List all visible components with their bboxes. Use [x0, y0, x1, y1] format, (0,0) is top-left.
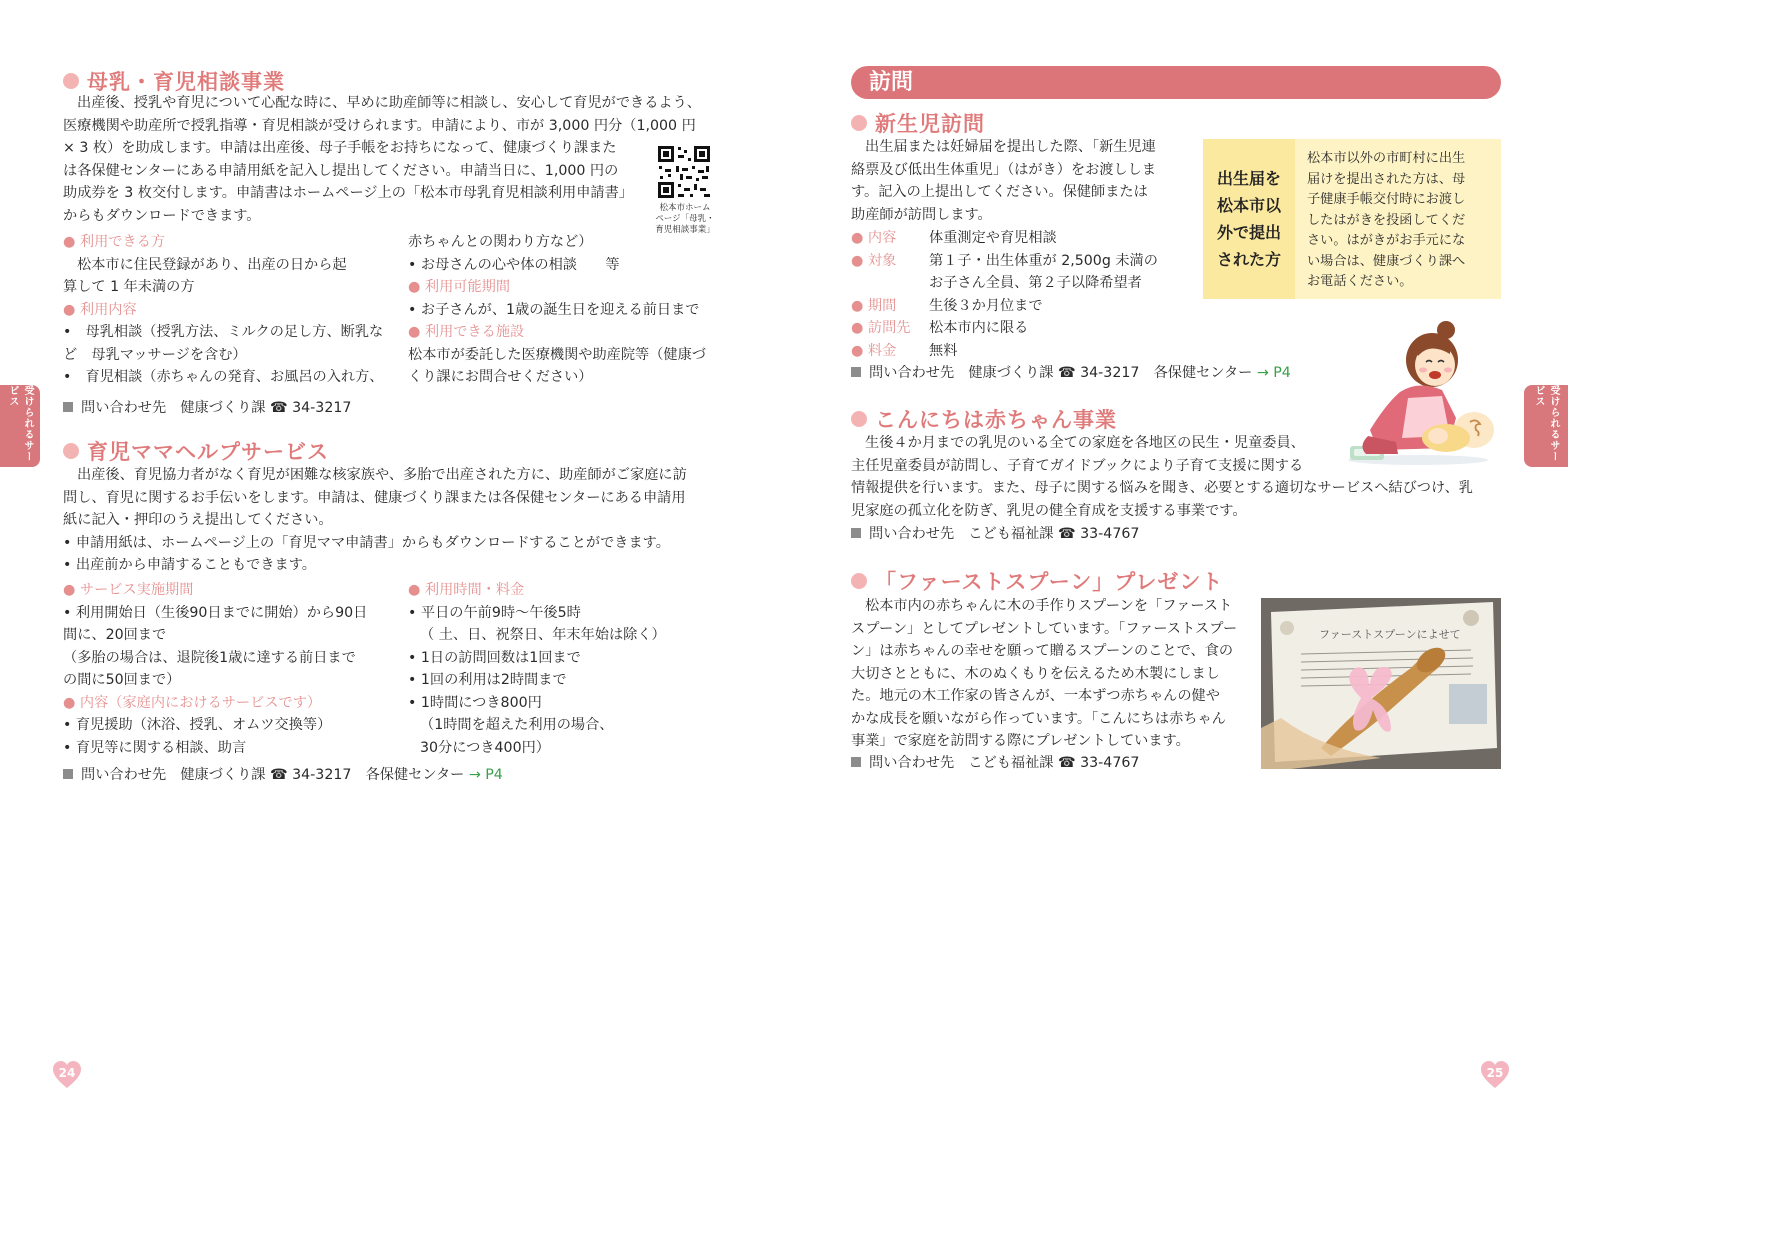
- side-tab-left[interactable]: 受けられるサービス: [0, 385, 40, 467]
- text-line: • 1時間につき800円: [408, 694, 542, 711]
- text-line: 松本市に住民登録があり、出産の日から起: [77, 256, 347, 273]
- detail-value: 第１子・出生体重が 2,500g 未満の: [929, 252, 1158, 269]
- intro-line: からもダウンロードできます。: [63, 207, 261, 224]
- intro-line: 事業」で家庭を訪問する際にプレゼントしています。: [851, 733, 1190, 749]
- intro-line: 紙に記入・押印のうえ提出してください。: [63, 512, 333, 528]
- square-bullet-icon: [851, 528, 861, 538]
- note-heading: [1203, 139, 1295, 299]
- intro-line: 絡票及び低出生体重児」（はがき）をお渡ししま: [851, 161, 1157, 178]
- detail-row: [851, 227, 1181, 250]
- detail-value: お子さん全員、第２子以降希望者: [929, 275, 1142, 291]
- newborn-visit-details: [851, 227, 1181, 362]
- section-title-mama-help: 育児ママヘルプサービス: [63, 436, 329, 466]
- text-line: • お子さんが、1歳の誕生日を迎える前日まで: [408, 301, 700, 318]
- text-line: • 育児等に関する相談、助言: [63, 739, 247, 756]
- intro-line: す。記入の上提出してください。保健師または: [851, 184, 1148, 200]
- mama-help-intro: [63, 464, 723, 577]
- bullet-dot-icon: [851, 115, 867, 131]
- label-service-period: ● サービス実施期間: [63, 582, 194, 598]
- intro-line: 助成券を 3 枚交付します。申請書はホームページ上の「松本市母乳育児相談利用申請書」: [63, 185, 633, 201]
- detail-value: 体重測定や育児相談: [929, 230, 1057, 246]
- note-line: 子健康手帳交付時にお渡し: [1307, 192, 1466, 207]
- label-eligible: ● 利用できる方: [63, 234, 166, 250]
- intro-line: かな成長を願いながら作っています。「こんにちは赤ちゃん: [851, 710, 1226, 727]
- page-link-p4[interactable]: → P4: [1256, 365, 1291, 381]
- text-line: • 利用開始日（生後90日までに開始）から90日: [63, 604, 368, 621]
- section-title-breastfeeding: 母乳・育児相談事業: [63, 66, 285, 96]
- detail-key: ● 内容: [851, 230, 897, 246]
- detail-row: [851, 250, 1181, 273]
- label-hours-fee: ● 利用時間・料金: [408, 582, 525, 598]
- page-number-heart-left: [52, 1060, 82, 1090]
- breastfeeding-left-col: [63, 231, 398, 389]
- contact-text: 問い合わせ先 健康づくり課 ☎ 34-3217 各保健センター: [869, 365, 1253, 381]
- label-content: ● 利用内容: [63, 301, 137, 318]
- intro-line: 出生届または妊婦届を提出した際、「新生児連: [865, 139, 1156, 155]
- text-line: • 1回の利用は2時間まで: [408, 672, 567, 688]
- note-line: 届けを提出された方は、母: [1307, 171, 1466, 187]
- banner-visit: 訪問: [851, 66, 1501, 99]
- qr-code-icon[interactable]: [656, 144, 712, 200]
- first-spoon-intro: [851, 595, 1251, 753]
- contact-text: 問い合わせ先 こども福祉課 ☎ 33-4767: [869, 526, 1140, 542]
- note-body: [1307, 149, 1497, 293]
- first-spoon-photo: [1261, 598, 1501, 769]
- qr-caption-line: 育児相談事業」: [655, 225, 715, 235]
- side-tab-right[interactable]: 受けられるサービス: [1524, 385, 1568, 467]
- text-line: • 育児援助（沐浴、授乳、オムツ交換等）: [63, 717, 332, 733]
- intro-line: 情報提供を行います。また、母子に関する悩みを聞き、必要とする適切なサービスへ結びつけ、乳: [851, 480, 1473, 496]
- note-box-outside-birth: [1203, 139, 1501, 299]
- detail-row: [851, 295, 1181, 318]
- page-link-p4[interactable]: → P4: [468, 767, 503, 783]
- intro-line: 主任児童委員が訪問し、子育てガイドブックにより子育て支援に関する: [851, 457, 1304, 474]
- text-line: （ 土、日、祝祭日、年末年始は除く）: [420, 627, 666, 643]
- text-line: の間に50回まで）: [63, 672, 181, 688]
- detail-value: 松本市内に限る: [929, 320, 1029, 336]
- section-title-first-spoon: 「ファーストスプーン」プレゼント: [851, 566, 1223, 596]
- bullet-dot-icon: [851, 573, 867, 589]
- intro-line: 出産後、育児協力者がなく育児が困難な核家族や、多胎で出産された方に、助産師がご家庭に訪: [77, 467, 687, 483]
- contact-first-spoon: [851, 752, 1139, 775]
- intro-line: 出産後、授乳や育児について心配な時に、早めに助産師等に相談し、安心して育児ができるよう、: [77, 95, 701, 111]
- note-line: さい。はがきがお手元にな: [1307, 233, 1466, 248]
- detail-row: [851, 272, 1181, 295]
- text-line: くり課にお問合せください）: [408, 369, 593, 385]
- detail-value: 無料: [929, 342, 958, 359]
- text-line: ど 母乳マッサージを含む）: [63, 346, 247, 363]
- detail-row: [851, 317, 1181, 340]
- contact-hello-baby: [851, 523, 1139, 546]
- photo-card-text: ファーストスプーンによせて: [1319, 628, 1461, 641]
- text-line: 間に、20回まで: [63, 627, 167, 643]
- text-line: • 育児相談（赤ちゃんの発育、お風呂の入れ方、: [63, 369, 384, 385]
- intro-line: 生後４か月までの乳児のいる全ての家庭を各地区の民生・児童委員、: [865, 435, 1305, 451]
- intro-line: × 3 枚）を助成します。申請は出産後、母子手帳をお持ちになって、健康づくり課また: [63, 140, 617, 156]
- note-line: したはがきを投函してくだ: [1307, 212, 1466, 228]
- mama-help-right-col: [408, 579, 718, 759]
- contact-text: 問い合わせ先 健康づくり課 ☎ 34-3217 各保健センター: [81, 767, 465, 783]
- text-line: 松本市が委託した医療機関や助産院等（健康づ: [408, 346, 706, 363]
- label-period: ● 利用可能期間: [408, 279, 511, 295]
- intro-line: • 出産前から申請することもできます。: [63, 557, 316, 573]
- text-line: • お母さんの心や体の相談 等: [408, 256, 620, 273]
- intro-line: スプーン」としてプレゼントしています。「ファーストスプー: [851, 620, 1238, 637]
- intro-line: 大切さとともに、木のぬくもりを伝えるため木製にしまし: [851, 665, 1220, 682]
- detail-key: ● 訪問先: [851, 320, 911, 336]
- text-line: 算して 1 年未満の方: [63, 279, 195, 295]
- intro-line: 問し、育児に関するお手伝いをします。申請は、健康づくり課または各保健センターにある申請用: [63, 489, 686, 506]
- label-facility: ● 利用できる施設: [408, 324, 525, 340]
- square-bullet-icon: [851, 757, 861, 767]
- qr-caption-line: ページ「母乳・: [655, 214, 715, 224]
- note-line: 松本市以外の市町村に出生: [1307, 151, 1466, 166]
- contact-text: 問い合わせ先 こども福祉課 ☎ 33-4767: [869, 755, 1140, 771]
- text-line: • 1日の訪問回数は1回まで: [408, 649, 581, 666]
- note-line: お電話ください。: [1307, 274, 1413, 289]
- detail-row: [851, 340, 1181, 363]
- note-heading-line: 出生届を: [1216, 169, 1281, 188]
- square-bullet-icon: [63, 769, 73, 779]
- intro-line: • 申請用紙は、ホームページ上の「育児ママ申請書」からもダウンロードすることができます。: [63, 534, 670, 551]
- detail-key: ● 対象: [851, 252, 897, 269]
- section-title-newborn-visit: 新生児訪問: [851, 108, 985, 138]
- contact-text: 問い合わせ先 健康づくり課 ☎ 34-3217: [81, 400, 352, 416]
- note-heading-line: 外で提出: [1216, 223, 1281, 242]
- contact-breastfeeding: [63, 397, 351, 420]
- contact-newborn-visit: [851, 362, 1291, 385]
- bullet-dot-icon: [851, 411, 867, 427]
- text-line: （多胎の場合は、退院後1歳に達する前日まで: [63, 649, 356, 666]
- text-line: • 母乳相談（授乳方法、ミルクの足し方、断乳な: [63, 324, 384, 340]
- intro-line: 助産師が訪問します。: [851, 206, 992, 223]
- intro-line: 松本市内の赤ちゃんに木の手作りスプーンを「ファースト: [865, 598, 1233, 614]
- qr-caption-line: 松本市ホーム: [659, 203, 711, 213]
- intro-line: 児家庭の孤立化を防ぎ、乳児の健全育成を支援する事業です。: [851, 502, 1247, 519]
- intro-line: ン」は赤ちゃんの幸せを願って贈るスプーンのことで、食の: [851, 643, 1234, 659]
- hello-baby-intro: [851, 432, 1506, 522]
- mama-help-left-col: [63, 579, 398, 759]
- text-line: • 平日の午前9時～午後5時: [408, 604, 581, 621]
- detail-key: ● 期間: [851, 297, 897, 314]
- newborn-visit-intro: [851, 136, 1181, 226]
- square-bullet-icon: [851, 367, 861, 377]
- breastfeeding-intro: [63, 92, 718, 227]
- text-line: 30分につき400円）: [420, 739, 550, 756]
- contact-mama-help: [63, 764, 503, 787]
- breastfeeding-right-col: [408, 231, 718, 389]
- label-service-content: ● 内容（家庭内におけるサービスです）: [63, 694, 322, 711]
- square-bullet-icon: [63, 402, 73, 412]
- bullet-dot-icon: [63, 73, 79, 89]
- page-number-heart-right: [1480, 1060, 1510, 1090]
- note-heading-line: 松本市以: [1216, 196, 1281, 215]
- page-number: 24: [58, 1066, 76, 1080]
- note-heading-line: された方: [1216, 250, 1281, 269]
- intro-line: た。地元の木工作家の皆さんが、一本ずつ赤ちゃんの健や: [851, 688, 1220, 704]
- note-line: い場合は、健康づくり課へ: [1307, 253, 1466, 269]
- text-line: （1時間を超えた利用の場合、: [420, 717, 614, 733]
- detail-value: 生後３か月位まで: [929, 297, 1043, 314]
- intro-line: は各保健センターにある申請用紙を記入し提出してください。申請当日に、1,000 円の: [63, 162, 619, 179]
- bullet-dot-icon: [63, 443, 79, 459]
- page-number: 25: [1486, 1066, 1504, 1080]
- detail-key: ● 料金: [851, 342, 897, 359]
- intro-line: 医療機関や助産所で授乳指導・育児相談が受けられます。申請により、市が 3,000 円分（1,000 円: [63, 117, 696, 134]
- text-line: 赤ちゃんとの関わり方など）: [408, 234, 593, 250]
- section-title-hello-baby: こんにちは赤ちゃん事業: [851, 404, 1117, 434]
